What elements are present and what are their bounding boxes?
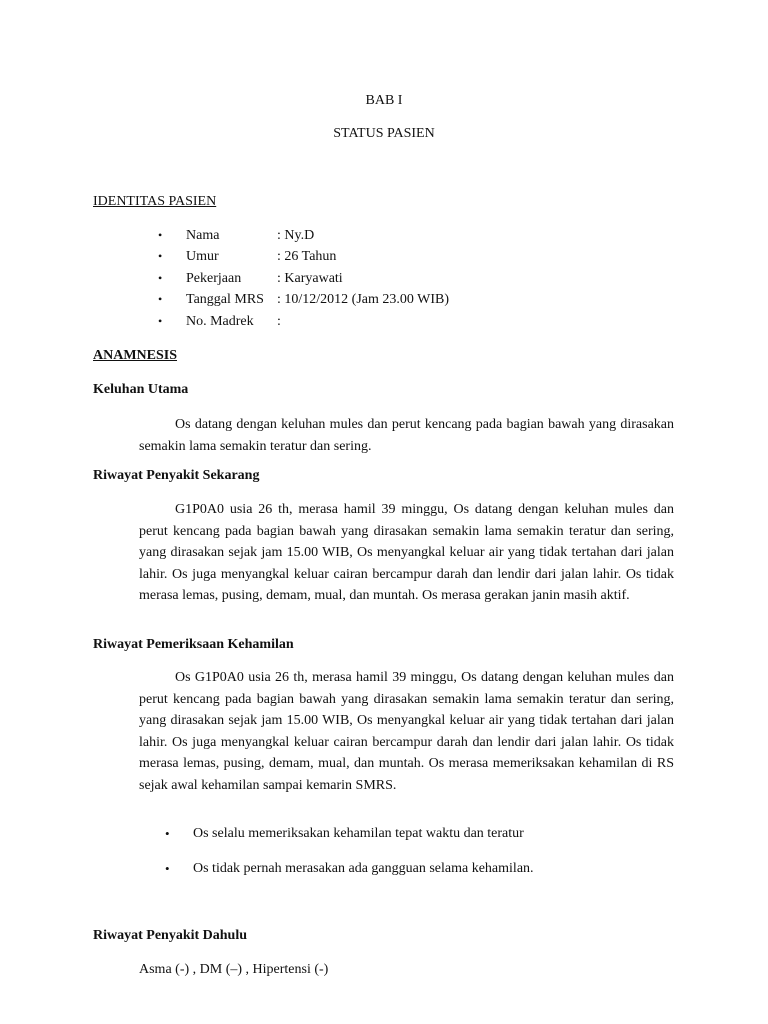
identity-value: : Karyawati (277, 271, 343, 286)
present-illness-text: G1P0A0 usia 26 th, merasa hamil 39 minggu, Os datang dengan keluhan mules dan perut kencang pada bagian bawah yang dirasakan semakin lama semakin teratur dan sering, yang dirasakan sejak jam 15.00 WIB, Os menyangkal keluar air yang tidak tertahan dari jalan lahir. Os juga menyangkal keluar cairan bercampur darah dan lendir dari jalan lahir. Os tidak merasa lemas, pusing, demam, mual, dan muntah. Os merasa gerakan janin masih aktif. (139, 502, 674, 604)
identity-label: Tanggal MRS (186, 292, 264, 307)
identity-item-tanggal-mrs (0, 292, 768, 313)
chief-complaint-text: Os datang dengan keluhan mules dan perut kencang pada bagian bawah yang dirasakan semakin lama semakin teratur dan sering. (139, 417, 674, 454)
bullet-icon: • (158, 314, 163, 328)
pregnancy-bullet-item (0, 826, 768, 846)
identity-item-nama (0, 228, 768, 249)
bullet-icon: • (158, 292, 163, 306)
pregnancy-exam-text: Os G1P0A0 usia 26 th, merasa hamil 39 minggu, Os datang dengan keluhan mules dan perut kencang pada bagian bawah yang dirasakan semakin lama semakin teratur dan sering, yang dirasakan sejak jam 15.00 WIB, Os menyangkal keluar air yang tidak tertahan dari jalan lahir. Os juga menyangkal keluar cairan bercampur darah dan lendir dari jalan lahir. Os tidak merasa lemas, pusing, demam, mual, dan muntah. Os merasa memeriksakan kehamilan di RS sejak awal kehamilan sampai kemarin SMRS. (139, 670, 674, 793)
bullet-icon: • (158, 228, 163, 242)
anamnesis-heading: ANAMNESIS (93, 348, 178, 363)
identity-label: Nama (186, 228, 220, 243)
section-heading-keluhan-utama: Keluhan Utama (93, 382, 189, 397)
identity-label: No. Madrek (186, 314, 254, 329)
identity-value: : Ny.D (277, 228, 315, 243)
identity-item-umur (0, 249, 768, 270)
bullet-icon: • (158, 249, 163, 263)
identity-value: : 26 Tahun (277, 249, 337, 264)
bullet-icon: • (165, 826, 170, 841)
identity-heading: IDENTITAS PASIEN (93, 194, 217, 209)
identity-item-pekerjaan (0, 271, 768, 292)
chapter-label: BAB I (365, 93, 403, 108)
pregnancy-bullet-text: Os selalu memeriksakan kehamilan tepat waktu dan teratur (193, 826, 524, 841)
identity-item-no-madrek (0, 314, 768, 335)
bullet-icon: • (158, 271, 163, 285)
identity-label: Umur (186, 249, 219, 264)
page-title: STATUS PASIEN (333, 126, 435, 141)
section-heading-riwayat-penyakit-dahulu: Riwayat Penyakit Dahulu (93, 928, 248, 943)
pregnancy-bullet-text: Os tidak pernah merasakan ada gangguan selama kehamilan. (193, 861, 534, 876)
bullet-icon: • (165, 861, 170, 876)
section-heading-riwayat-penyakit-sekarang: Riwayat Penyakit Sekarang (93, 468, 260, 483)
identity-value: : (277, 314, 281, 329)
pregnancy-bullet-item (0, 861, 768, 881)
section-heading-riwayat-pemeriksaan-kehamilan: Riwayat Pemeriksaan Kehamilan (93, 637, 294, 652)
identity-value: : 10/12/2012 (Jam 23.00 WIB) (277, 292, 450, 307)
past-illness-text: Asma (-) , DM (–) , Hipertensi (-) (139, 962, 329, 977)
identity-label: Pekerjaan (186, 271, 242, 286)
